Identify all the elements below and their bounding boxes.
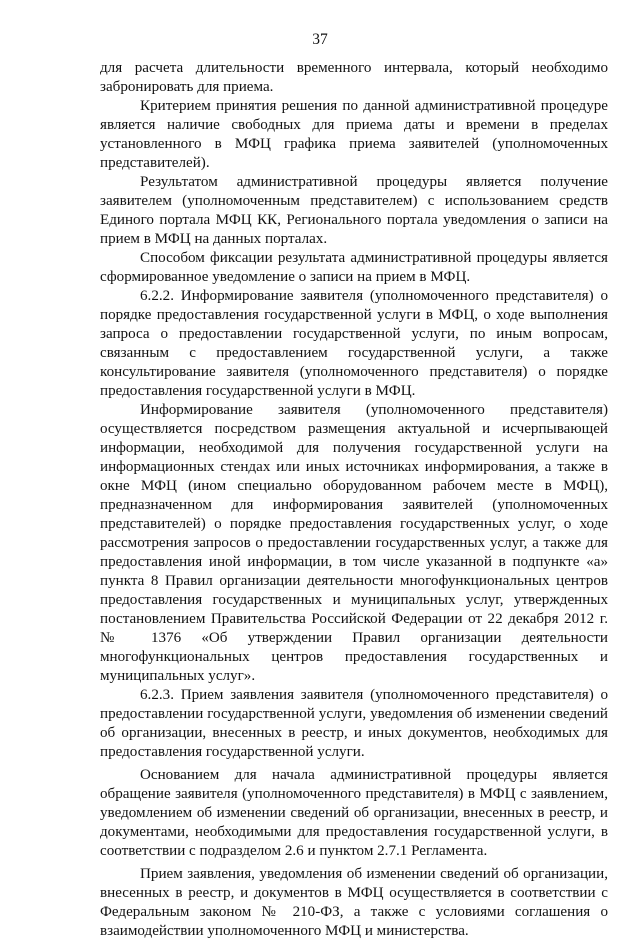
paragraph-3: Результатом административной процедуры является получение заявителем (уполномоченным представителем) с использованием средств Единого портала МФЦ КК, Регионального портала уведомления о записи на прием в МФЦ на данных порталах.: [100, 174, 608, 247]
document-body: [100, 59, 608, 941]
paragraph-9: Прием заявления, уведомления об изменении сведений об организации, внесенных в реестр, и документов в МФЦ осуществляется в соответствии с Федеральным законом № 210-ФЗ, а также с условиями соглашения о взаимодействии уполномоченного МФЦ и министерства.: [100, 866, 608, 939]
paragraph-5: 6.2.2. Информирование заявителя (уполномоченного представителя) о порядке предоставления государственной услуги в МФЦ, о ходе выполнения запроса о предоставлении государственной услуги, по иным вопросам, связанным с предоставлением государственной услуги, а также консультирование заявителя (уполномоченного представителя) о порядке предоставления государственной услуги в МФЦ.: [100, 288, 608, 399]
paragraph-8: Основанием для начала административной процедуры является обращение заявителя (уполномоченного представителя) в МФЦ с заявлением, уведомлением об изменении сведений об организации, внесенных в реестр, и документами, необходимыми для предоставления государственной услуги, в соответствии с подразделом 2.6 и пунктом 2.7.1 Регламента.: [100, 767, 608, 859]
paragraph-7: 6.2.3. Прием заявления заявителя (уполномоченного представителя) о предоставлении государственной услуги, уведомления об изменении сведений об организации, внесенных в реестр, и иных документов, необходимых для предоставления государственной услуги.: [100, 687, 608, 760]
paragraph-6: Информирование заявителя (уполномоченного представителя) осуществляется посредством размещения актуальной и исчерпывающей информации, необходимой для получения государственной услуги на информационных стендах или иных источниках информирования, а также в окне МФЦ (ином специально оборудованном рабочем месте в МФЦ), предназначенном для информирования заявителей (уполномоченных представителей) о порядке предоставления государственных услуг, о ходе рассмотрения запросов о предоставлении государственных услуг, а также для предоставления иной информации, в том числе указанной в подпункте «а» пункта 8 Правил организации деятельности многофункциональных центров предоставления государственных и муниципальных услуг, утвержденных постановлением Правительства Российской Федерации от 22 декабря 2012 г. № 1376 «Об утверждении Правил организации деятельности многофункциональных центров предоставления государственных и муниципальных услуг».: [100, 402, 608, 684]
page-number: 37: [312, 31, 328, 48]
paragraph-4: Способом фиксации результата административной процедуры является сформированное уведомление о записи на прием в МФЦ.: [100, 250, 608, 285]
paragraph-1: для расчета длительности временного интервала, который необходимо забронировать для приема.: [100, 60, 608, 95]
paragraph-2: Критерием принятия решения по данной административной процедуре является наличие свободных для приема даты и времени в пределах установленного в МФЦ графика приема заявителей (уполномоченных представителей).: [100, 98, 608, 171]
